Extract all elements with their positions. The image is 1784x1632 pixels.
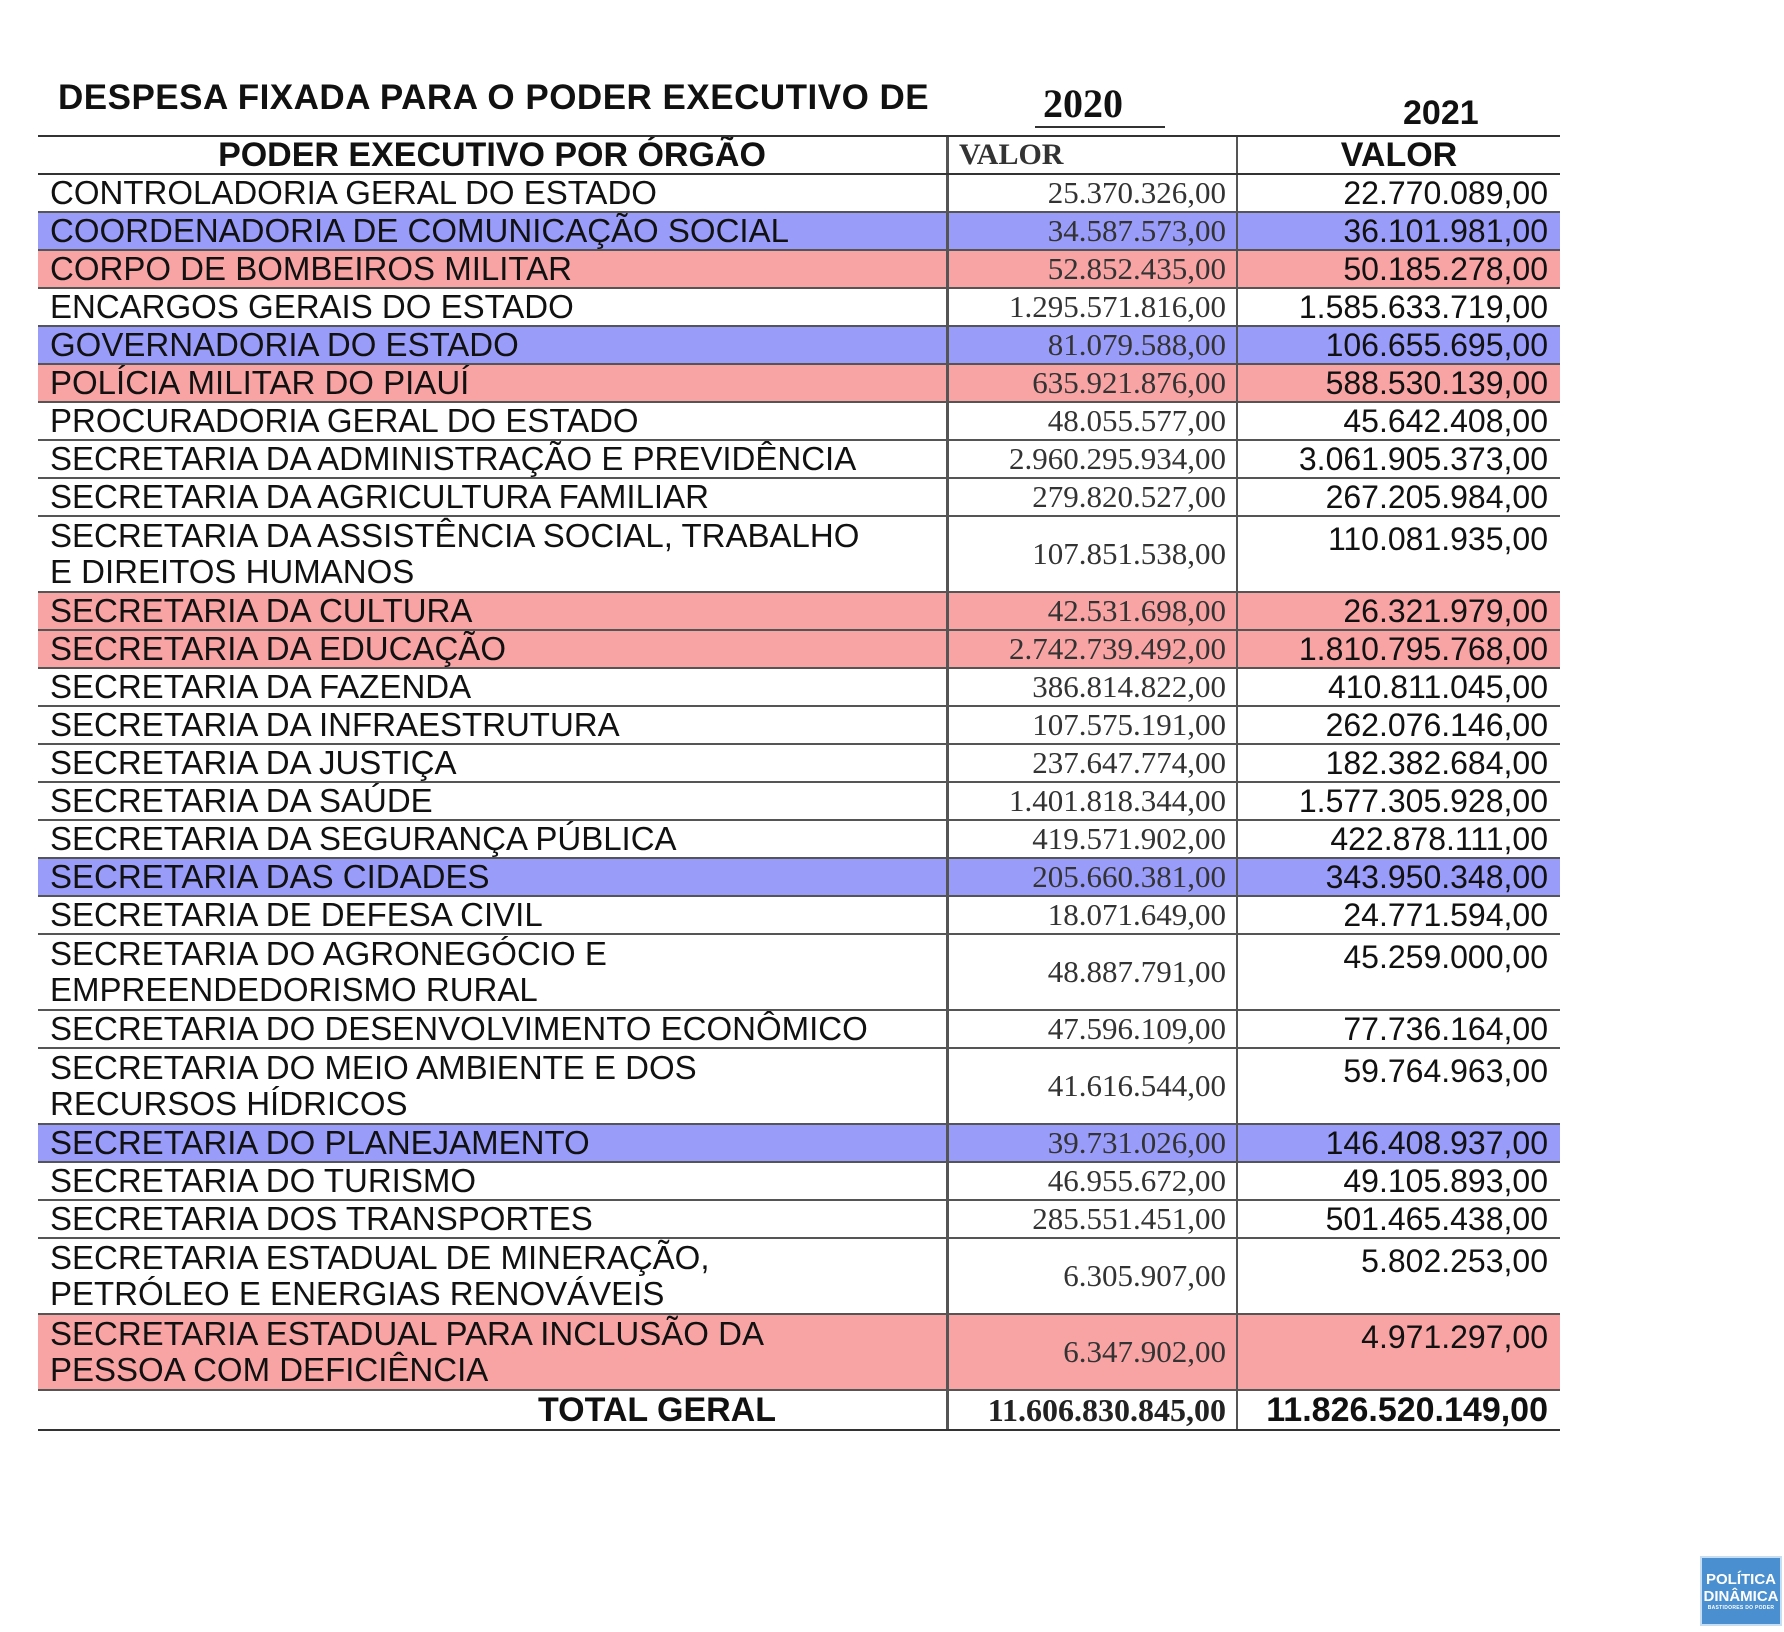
table-row bbox=[38, 1125, 1560, 1163]
table-row bbox=[38, 1163, 1560, 1201]
table-row bbox=[38, 897, 1560, 935]
valor-2021-cell: 24.771.594,00 bbox=[1236, 897, 1560, 933]
table-row bbox=[38, 821, 1560, 859]
orgao-name-cell bbox=[38, 365, 946, 401]
table-row bbox=[38, 365, 1560, 403]
valor-2020-cell: 635.921.876,00 bbox=[946, 365, 1236, 401]
orgao-name-cell bbox=[38, 745, 946, 781]
orgao-name: SECRETARIA DO TURISMO bbox=[50, 1163, 477, 1199]
orgao-name: GOVERNADORIA DO ESTADO bbox=[50, 327, 519, 363]
orgao-name-cell bbox=[38, 175, 946, 211]
table-row bbox=[38, 1315, 1560, 1391]
orgao-name: SECRETARIA DAS CIDADES bbox=[50, 859, 490, 895]
orgao-name-cell bbox=[38, 289, 946, 325]
orgao-name: ENCARGOS GERAIS DO ESTADO bbox=[50, 289, 574, 325]
valor-2021-cell: 26.321.979,00 bbox=[1236, 593, 1560, 629]
valor-2021-cell: 45.642.408,00 bbox=[1236, 403, 1560, 439]
valor-2020-cell: 1.401.818.344,00 bbox=[946, 783, 1236, 819]
valor-2020-cell: 386.814.822,00 bbox=[946, 669, 1236, 705]
orgao-name-cell bbox=[38, 1201, 946, 1237]
orgao-name-cell bbox=[38, 859, 946, 895]
orgao-name: CORPO DE BOMBEIROS MILITAR bbox=[50, 251, 572, 287]
valor-2021-cell: 106.655.695,00 bbox=[1236, 327, 1560, 363]
logo-tagline: BASTIDORES DO PODER bbox=[1707, 1604, 1775, 1611]
orgao-name: EMPREENDEDORISMO RURAL bbox=[50, 971, 538, 1008]
table-row bbox=[38, 783, 1560, 821]
valor-2020-cell: 285.551.451,00 bbox=[946, 1201, 1236, 1237]
table-row bbox=[38, 707, 1560, 745]
valor-2020-cell: 81.079.588,00 bbox=[946, 327, 1236, 363]
valor-2021-cell: 501.465.438,00 bbox=[1236, 1201, 1560, 1237]
orgao-name: SECRETARIA DOS TRANSPORTES bbox=[50, 1201, 593, 1237]
orgao-name-cell bbox=[38, 1011, 946, 1047]
valor-2020-cell: 52.852.435,00 bbox=[946, 251, 1236, 287]
table-header-row bbox=[38, 135, 1560, 175]
orgao-name: SECRETARIA DA FAZENDA bbox=[50, 669, 472, 705]
orgao-name: COORDENADORIA DE COMUNICAÇÃO SOCIAL bbox=[50, 213, 789, 249]
valor-2020-cell: 237.647.774,00 bbox=[946, 745, 1236, 781]
table-row bbox=[38, 669, 1560, 707]
table-row bbox=[38, 327, 1560, 365]
valor-2021-cell: 49.105.893,00 bbox=[1236, 1163, 1560, 1199]
valor-2020-cell: 34.587.573,00 bbox=[946, 213, 1236, 249]
total-row bbox=[38, 1391, 1560, 1431]
valor-2020-cell: 2.742.739.492,00 bbox=[946, 631, 1236, 667]
valor-2021-cell: 182.382.684,00 bbox=[1236, 745, 1560, 781]
orgao-name-cell bbox=[38, 1239, 946, 1313]
orgao-name: POLÍCIA MILITAR DO PIAUÍ bbox=[50, 365, 470, 401]
orgao-name: SECRETARIA DO PLANEJAMENTO bbox=[50, 1125, 590, 1161]
orgao-name: SECRETARIA ESTADUAL DE MINERAÇÃO, bbox=[50, 1239, 710, 1276]
orgao-name: CONTROLADORIA GERAL DO ESTADO bbox=[50, 175, 657, 211]
page-title: DESPESA FIXADA PARA O PODER EXECUTIVO DE bbox=[58, 78, 930, 117]
valor-2020-cell: 41.616.544,00 bbox=[946, 1049, 1236, 1123]
orgao-name: SECRETARIA DA SEGURANÇA PÚBLICA bbox=[50, 821, 677, 857]
table-row bbox=[38, 479, 1560, 517]
orgao-name-cell bbox=[38, 1315, 946, 1389]
total-label: TOTAL GERAL bbox=[538, 1391, 776, 1429]
orgao-name-cell bbox=[38, 1163, 946, 1199]
year-2020-underline bbox=[1035, 126, 1165, 128]
valor-2020-cell: 48.887.791,00 bbox=[946, 935, 1236, 1009]
valor-2021-cell: 262.076.146,00 bbox=[1236, 707, 1560, 743]
total-value-2020: 11.606.830.845,00 bbox=[946, 1391, 1236, 1429]
total-value-2021: 11.826.520.149,00 bbox=[1236, 1391, 1560, 1429]
orgao-name-cell bbox=[38, 783, 946, 819]
table-row bbox=[38, 517, 1560, 593]
table-row bbox=[38, 1049, 1560, 1125]
valor-2021-cell: 77.736.164,00 bbox=[1236, 1011, 1560, 1047]
valor-2021-cell: 410.811.045,00 bbox=[1236, 669, 1560, 705]
orgao-name: SECRETARIA DA ASSISTÊNCIA SOCIAL, TRABALHO bbox=[50, 517, 860, 554]
orgao-name: PETRÓLEO E ENERGIAS RENOVÁVEIS bbox=[50, 1275, 665, 1312]
valor-2021-cell: 3.061.905.373,00 bbox=[1236, 441, 1560, 477]
politica-dinamica-logo bbox=[1700, 1556, 1782, 1626]
orgao-name-cell bbox=[38, 479, 946, 515]
logo-line-2: DINÂMICA bbox=[1703, 1587, 1779, 1605]
orgao-name-cell bbox=[38, 707, 946, 743]
table-row bbox=[38, 251, 1560, 289]
orgao-name: SECRETARIA DO DESENVOLVIMENTO ECONÔMICO bbox=[50, 1011, 868, 1047]
orgao-name: SECRETARIA DO AGRONEGÓCIO E bbox=[50, 935, 607, 972]
orgao-name: SECRETARIA DA ADMINISTRAÇÃO E PREVIDÊNCIA bbox=[50, 441, 857, 477]
valor-2021-cell: 267.205.984,00 bbox=[1236, 479, 1560, 515]
column-header-orgao: PODER EXECUTIVO POR ÓRGÃO bbox=[218, 137, 766, 173]
valor-2021-cell: 1.577.305.928,00 bbox=[1236, 783, 1560, 819]
orgao-name: PESSOA COM DEFICIÊNCIA bbox=[50, 1351, 489, 1388]
valor-2021-cell: 5.802.253,00 bbox=[1236, 1239, 1560, 1313]
orgao-name-cell bbox=[38, 251, 946, 287]
valor-2020-cell: 107.851.538,00 bbox=[946, 517, 1236, 591]
valor-2021-cell: 45.259.000,00 bbox=[1236, 935, 1560, 1009]
orgao-name: SECRETARIA ESTADUAL PARA INCLUSÃO DA bbox=[50, 1315, 764, 1352]
table-row bbox=[38, 1239, 1560, 1315]
orgao-name: SECRETARIA DA INFRAESTRUTURA bbox=[50, 707, 620, 743]
orgao-name-cell bbox=[38, 821, 946, 857]
orgao-name-cell bbox=[38, 593, 946, 629]
orgao-name: PROCURADORIA GERAL DO ESTADO bbox=[50, 403, 639, 439]
orgao-name: RECURSOS HÍDRICOS bbox=[50, 1085, 408, 1122]
table-row bbox=[38, 631, 1560, 669]
table-row bbox=[38, 935, 1560, 1011]
valor-2021-cell: 422.878.111,00 bbox=[1236, 821, 1560, 857]
column-header-valor-2020: VALOR bbox=[946, 137, 1236, 173]
valor-2020-cell: 47.596.109,00 bbox=[946, 1011, 1236, 1047]
column-header-valor-2021: VALOR bbox=[1236, 137, 1560, 173]
orgao-name-cell bbox=[38, 403, 946, 439]
orgao-name: SECRETARIA DO MEIO AMBIENTE E DOS bbox=[50, 1049, 697, 1086]
valor-2020-cell: 46.955.672,00 bbox=[946, 1163, 1236, 1199]
orgao-name-cell bbox=[38, 213, 946, 249]
table-row bbox=[38, 175, 1560, 213]
valor-2020-cell: 42.531.698,00 bbox=[946, 593, 1236, 629]
valor-2020-cell: 48.055.577,00 bbox=[946, 403, 1236, 439]
table-row bbox=[38, 289, 1560, 327]
orgao-name-cell bbox=[38, 441, 946, 477]
orgao-name-cell bbox=[38, 935, 946, 1009]
valor-2020-cell: 107.575.191,00 bbox=[946, 707, 1236, 743]
valor-2021-cell: 588.530.139,00 bbox=[1236, 365, 1560, 401]
valor-2021-cell: 343.950.348,00 bbox=[1236, 859, 1560, 895]
valor-2020-cell: 6.305.907,00 bbox=[946, 1239, 1236, 1313]
table-row bbox=[38, 441, 1560, 479]
orgao-name-cell bbox=[38, 1049, 946, 1123]
valor-2020-cell: 2.960.295.934,00 bbox=[946, 441, 1236, 477]
orgao-name-cell bbox=[38, 1125, 946, 1161]
table-row bbox=[38, 593, 1560, 631]
valor-2021-cell: 1.585.633.719,00 bbox=[1236, 289, 1560, 325]
table-row bbox=[38, 1011, 1560, 1049]
valor-2021-cell: 22.770.089,00 bbox=[1236, 175, 1560, 211]
valor-2020-cell: 205.660.381,00 bbox=[946, 859, 1236, 895]
table-row bbox=[38, 859, 1560, 897]
valor-2020-cell: 279.820.527,00 bbox=[946, 479, 1236, 515]
orgao-name-cell bbox=[38, 669, 946, 705]
valor-2020-cell: 6.347.902,00 bbox=[946, 1315, 1236, 1389]
orgao-name: E DIREITOS HUMANOS bbox=[50, 553, 415, 590]
orgao-name: SECRETARIA DA CULTURA bbox=[50, 593, 473, 629]
orgao-name: SECRETARIA DA AGRICULTURA FAMILIAR bbox=[50, 479, 709, 515]
valor-2021-cell: 59.764.963,00 bbox=[1236, 1049, 1560, 1123]
valor-2021-cell: 36.101.981,00 bbox=[1236, 213, 1560, 249]
table-row bbox=[38, 745, 1560, 783]
valor-2020-cell: 25.370.326,00 bbox=[946, 175, 1236, 211]
orgao-name: SECRETARIA DA SAÚDE bbox=[50, 783, 433, 819]
valor-2021-cell: 1.810.795.768,00 bbox=[1236, 631, 1560, 667]
valor-2021-cell: 110.081.935,00 bbox=[1236, 517, 1560, 591]
valor-2020-cell: 39.731.026,00 bbox=[946, 1125, 1236, 1161]
orgao-name-cell bbox=[38, 517, 946, 591]
orgao-name: SECRETARIA DA JUSTIÇA bbox=[50, 745, 457, 781]
orgao-name-cell bbox=[38, 897, 946, 933]
table-row bbox=[38, 213, 1560, 251]
valor-2020-cell: 18.071.649,00 bbox=[946, 897, 1236, 933]
valor-2021-cell: 50.185.278,00 bbox=[1236, 251, 1560, 287]
year-2021-label: 2021 bbox=[1403, 94, 1479, 132]
orgao-name: SECRETARIA DE DEFESA CIVIL bbox=[50, 897, 543, 933]
table-body bbox=[38, 175, 1560, 1391]
table-row bbox=[38, 403, 1560, 441]
orgao-name-cell bbox=[38, 631, 946, 667]
logo-line-1: POLÍTICA bbox=[1706, 1570, 1776, 1588]
budget-table bbox=[38, 135, 1560, 1431]
valor-2021-cell: 4.971.297,00 bbox=[1236, 1315, 1560, 1389]
orgao-name-cell bbox=[38, 327, 946, 363]
year-2020-label: 2020 bbox=[1043, 81, 1123, 126]
valor-2020-cell: 419.571.902,00 bbox=[946, 821, 1236, 857]
valor-2021-cell: 146.408.937,00 bbox=[1236, 1125, 1560, 1161]
table-row bbox=[38, 1201, 1560, 1239]
orgao-name: SECRETARIA DA EDUCAÇÃO bbox=[50, 631, 506, 667]
valor-2020-cell: 1.295.571.816,00 bbox=[946, 289, 1236, 325]
